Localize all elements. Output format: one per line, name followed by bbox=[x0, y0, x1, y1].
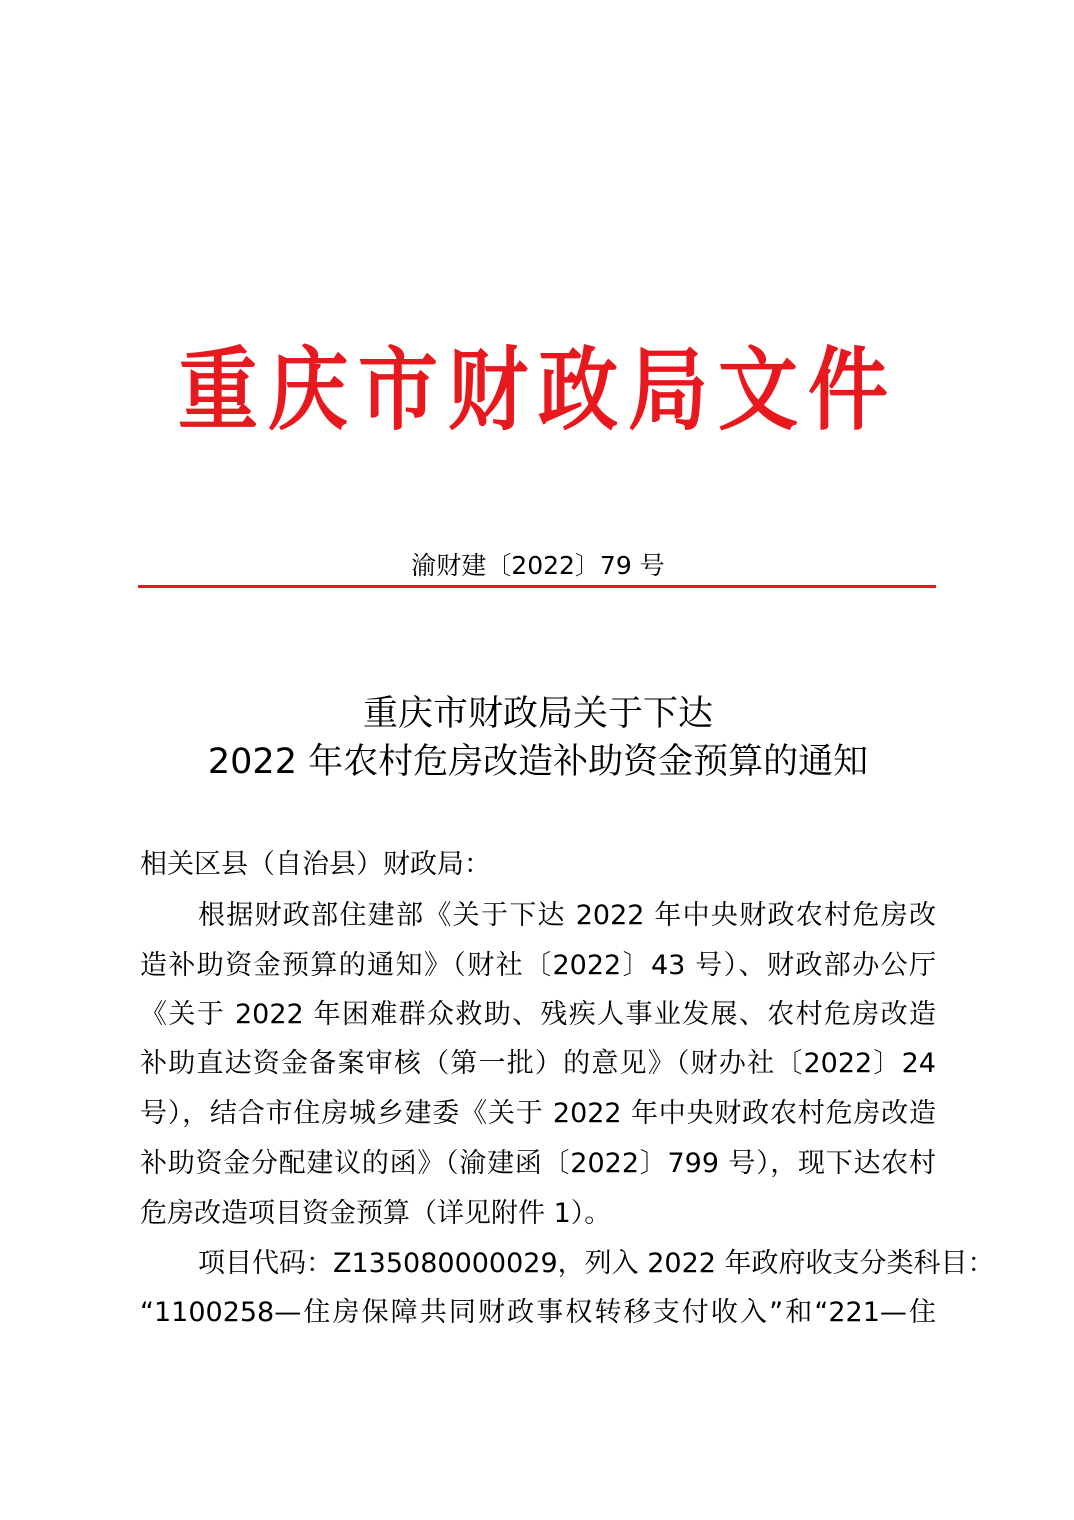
paragraph-1-line-1: 根据财政部住建部《关于下达 2022 年中央财政农村危房改 bbox=[198, 900, 936, 931]
paragraph-1-line-3: 《关于 2022 年困难群众救助、残疾人事业发展、农村危房改造 bbox=[140, 999, 936, 1030]
red-divider-line bbox=[138, 585, 936, 588]
masthead-title: 重庆市财政局文件 bbox=[178, 336, 898, 443]
paragraph-1-line-5: 号），结合市住房城乡建委《关于 2022 年中央财政农村危房改造 bbox=[140, 1098, 936, 1129]
paragraph-2-line-2: “1100258—住房保障共同财政事权转移支付收入”和“221—住 bbox=[140, 1297, 936, 1328]
paragraph-2-line-1: 项目代码：Z135080000029，列入 2022 年政府收支分类科目： bbox=[198, 1248, 995, 1279]
notice-title-line-1: 重庆市财政局关于下达 bbox=[362, 694, 713, 734]
salutation: 相关区县（自治县）财政局： bbox=[140, 849, 491, 880]
paragraph-1-line-4: 补助直达资金备案审核（第一批）的意见》（财办社〔2022〕24 bbox=[140, 1048, 936, 1079]
notice-title-line-2: 2022 年农村危房改造补助资金预算的通知 bbox=[207, 742, 869, 782]
paragraph-1-line-2: 造补助资金预算的通知》（财社〔2022〕43 号）、财政部办公厅 bbox=[140, 950, 936, 981]
document-number: 渝财建〔2022〕79 号 bbox=[411, 551, 665, 580]
paragraph-1-line-7: 危房改造项目资金预算（详见附件 1）。 bbox=[140, 1198, 612, 1229]
paragraph-1-line-6: 补助资金分配建议的函》（渝建函〔2022〕799 号），现下达农村 bbox=[140, 1148, 936, 1179]
